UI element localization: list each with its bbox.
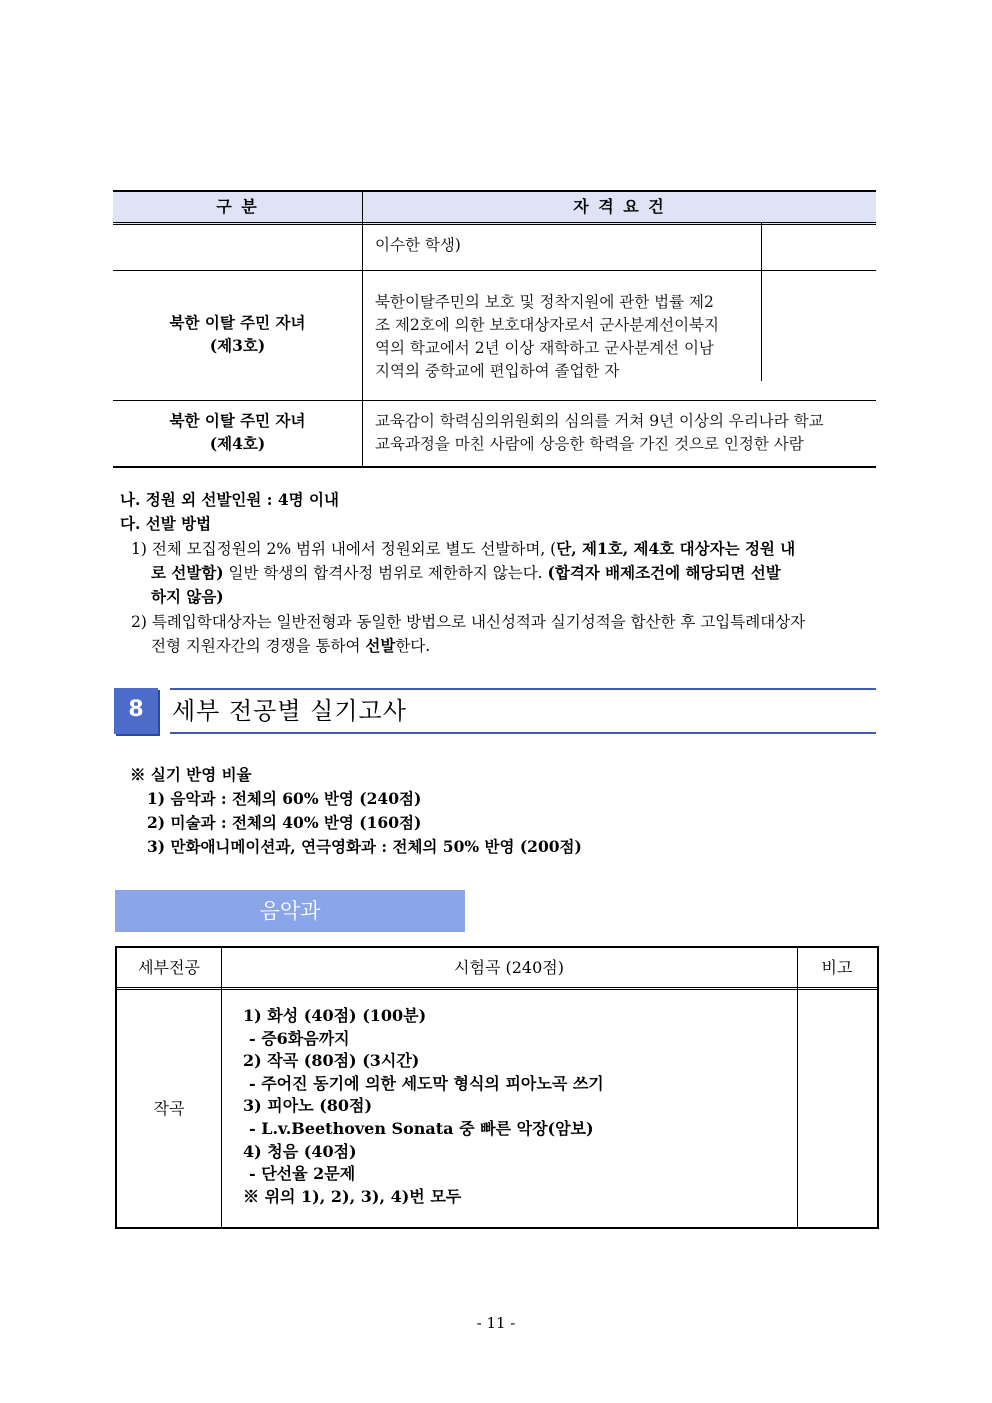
column-divider xyxy=(221,948,222,1227)
ratio-item: 2) 미술과 : 전체의 40% 반영 (160점) xyxy=(147,813,422,832)
section-title: 세부 전공별 실기고사 xyxy=(172,697,407,725)
method-item-1-line-1 xyxy=(131,538,795,560)
method-heading: 다. 선발 방법 xyxy=(120,514,212,533)
text-span: 1) 전체 모집정원의 2% 범위 내에서 정원외로 별도 선발하며, ( xyxy=(131,540,557,558)
page-number: - 11 - xyxy=(476,1314,516,1332)
header-category: 구 분 xyxy=(216,197,259,216)
requirement-text: 역의 학교에서 2년 이상 재학하고 군사분계선 이남 xyxy=(375,339,714,357)
category-name: 북한 이탈 주민 자녀 xyxy=(169,411,306,430)
exam-items xyxy=(243,1005,604,1208)
method-item-1-line-3: 하지 않음) xyxy=(151,587,224,606)
text-span: 한다. xyxy=(395,637,431,655)
header-note: 비고 xyxy=(821,958,853,977)
method-item-2-line-1: 2) 특례입학대상자는 일반전형과 동일한 방법으로 내신성적과 실기성적을 합산한 후 고입특례대상자 xyxy=(131,613,806,631)
table-header xyxy=(113,190,876,225)
requirement-text: 교육과정을 마친 사람에 상응한 학력을 가진 것으로 인정한 사람 xyxy=(375,435,804,453)
major-name: 작곡 xyxy=(153,1099,185,1118)
ratio-heading: ※ 실기 반영 비율 xyxy=(130,765,252,784)
header-major: 세부전공 xyxy=(138,958,200,977)
ratio-item: 1) 음악과 : 전체의 60% 반영 (240점) xyxy=(147,789,422,808)
requirement-text: 이수한 학생) xyxy=(375,236,461,254)
method-item-2-line-2 xyxy=(151,635,430,657)
exam-item: 2) 작곡 (80점) (3시간) xyxy=(243,1051,420,1071)
exam-subitem: - L.v.Beethoven Sonata 중 빠른 악장(암보) xyxy=(249,1118,594,1138)
header-pieces: 시험곡 (240점) xyxy=(454,958,564,977)
column-divider xyxy=(797,948,798,1227)
bold-span: 선발 xyxy=(365,636,396,655)
section-heading xyxy=(114,688,876,734)
quota-line: 나. 정원 외 선발인원 : 4명 이내 xyxy=(120,490,339,509)
exam-subitem: - 증6화음까지 xyxy=(249,1028,350,1048)
bold-span: 로 선발함) xyxy=(151,563,224,582)
divider xyxy=(170,732,876,734)
qualification-table xyxy=(113,190,876,453)
bold-span: 단, 제1호, 제4호 대상자는 정원 내 xyxy=(556,539,796,558)
requirement-text: 교육감이 학력심의위원회의 심의를 거쳐 9년 이상의 우리나라 학교 xyxy=(375,412,824,430)
exam-item: 3) 피아노 (80점) xyxy=(243,1096,373,1116)
music-department-header: 음악과 xyxy=(115,890,465,932)
header-divider xyxy=(117,987,877,990)
bold-span: (합격자 배제조건에 해당되면 선발 xyxy=(547,563,781,582)
exam-note: ※ 위의 1), 2), 3), 4)번 모두 xyxy=(243,1186,462,1206)
method-item-1-line-2 xyxy=(151,562,781,584)
requirement-text: 북한이탈주민의 보호 및 정착지원에 관한 법률 제2 xyxy=(375,293,714,311)
divider xyxy=(170,688,876,690)
category-number: (제3호) xyxy=(209,336,266,355)
category-number: (제4호) xyxy=(209,434,266,453)
text-span: 일반 학생의 합격사정 범위로 제한하지 않는다. xyxy=(223,564,548,582)
header-requirements: 자 격 요 건 xyxy=(362,192,876,222)
table-row xyxy=(113,271,876,401)
exam-table xyxy=(115,946,879,1229)
text-span: 전형 지원자간의 경쟁을 통하여 xyxy=(151,637,366,655)
exam-item: 1) 화성 (40점) (100분) xyxy=(243,1006,427,1025)
requirement-text: 지역의 중학교에 편입하여 졸업한 자 xyxy=(375,362,620,380)
exam-subitem: - 단선율 2문제 xyxy=(249,1164,356,1184)
exam-subitem: - 주어진 동기에 의한 세도막 형식의 피아노곡 쓰기 xyxy=(249,1073,604,1093)
requirement-text: 조 제2호에 의한 보호대상자로서 군사분계선이북지 xyxy=(375,316,720,334)
section-number-badge: 8 xyxy=(114,688,158,734)
category-name: 북한 이탈 주민 자녀 xyxy=(169,313,306,332)
table-row xyxy=(113,401,876,468)
exam-item: 4) 청음 (40점) xyxy=(243,1141,357,1161)
ratio-item: 3) 만화애니메이션과, 연극영화과 : 전체의 50% 반영 (200점) xyxy=(147,837,582,856)
